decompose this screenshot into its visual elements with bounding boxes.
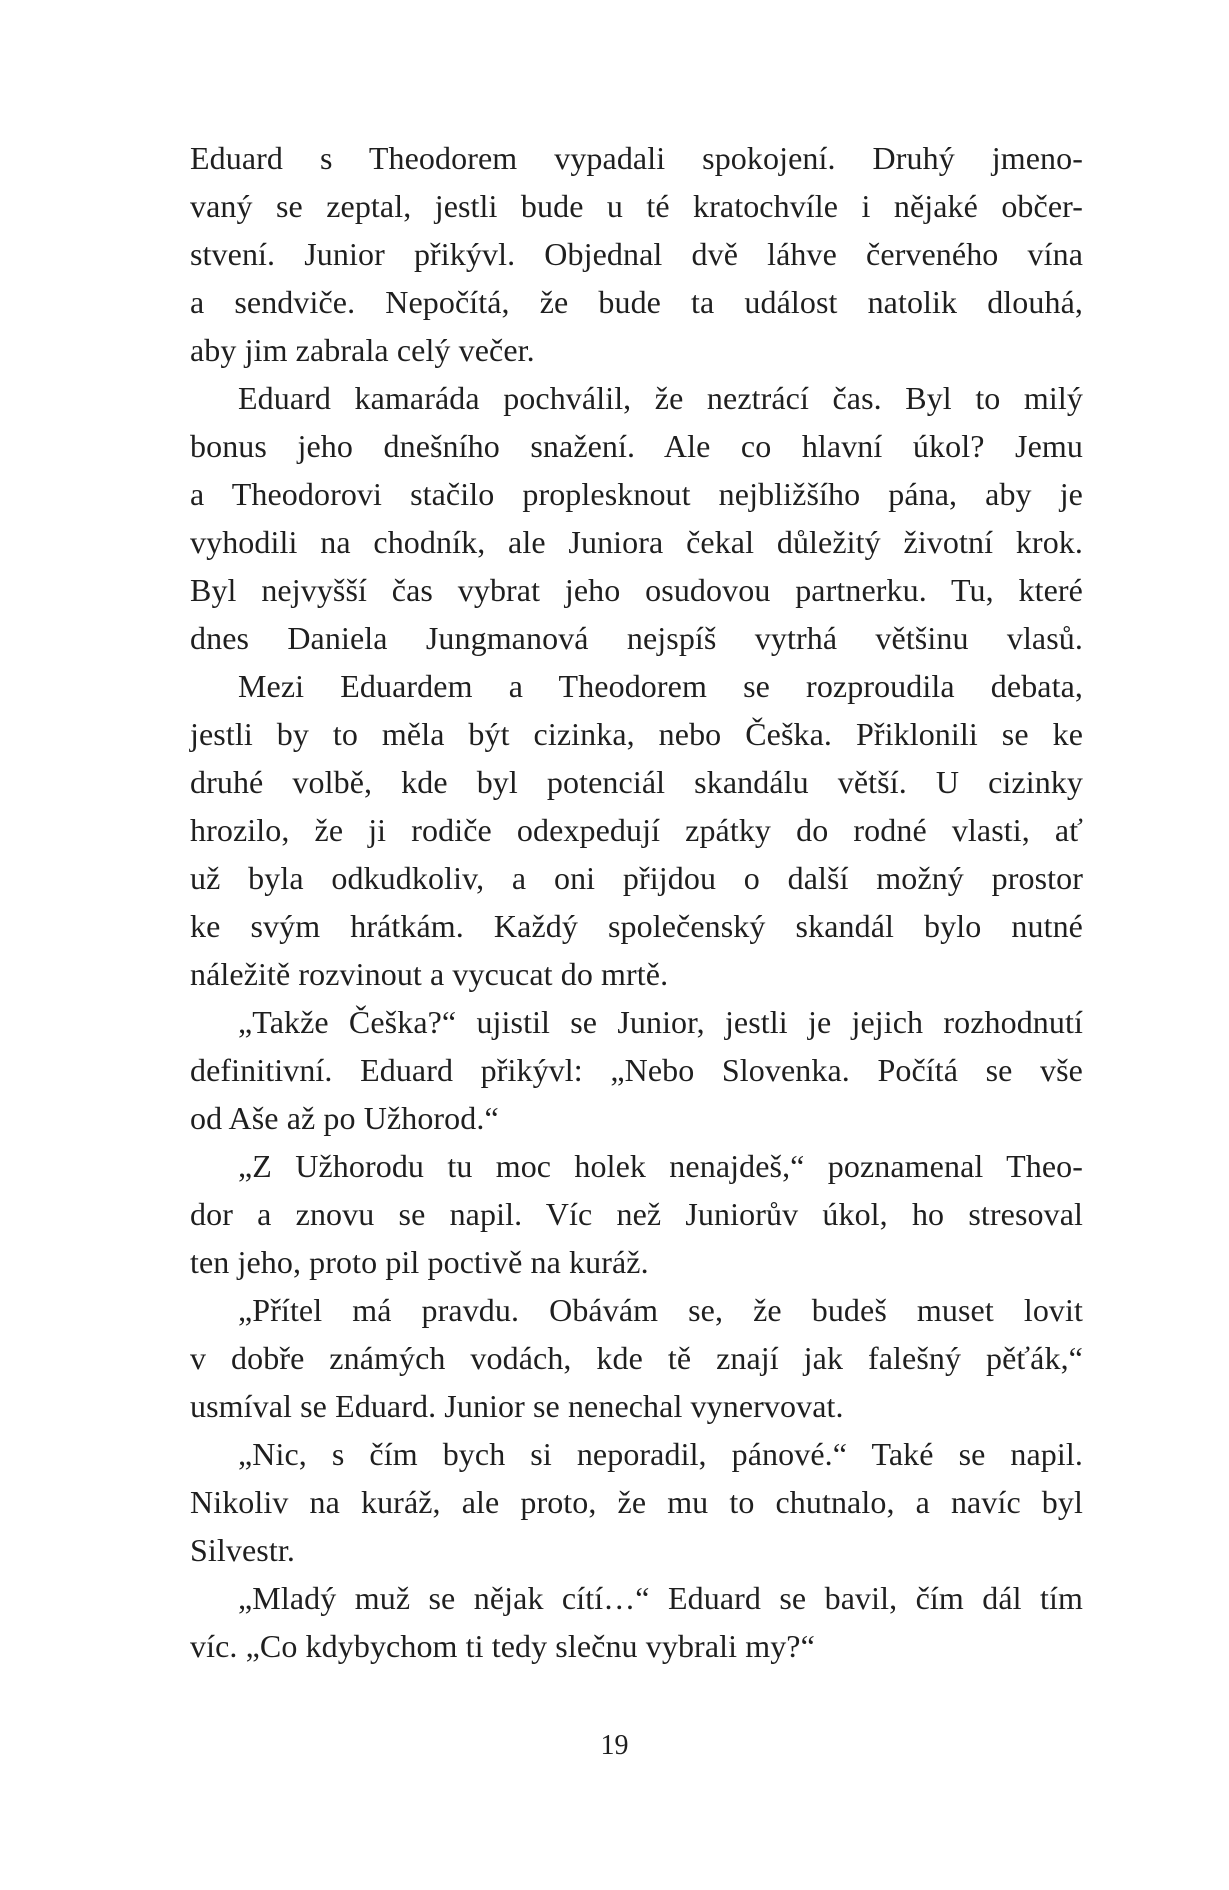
text-line: vyhodili na chodník, ale Juniora čekal důležitý životní krok. xyxy=(190,524,1083,560)
text-line: od Aše až po Užhorod.“ xyxy=(190,1100,499,1136)
text-line: jestli by to měla být cizinka, nebo Češka. Přiklonili se ke xyxy=(190,716,1083,752)
text-line: usmíval se Eduard. Junior se nenechal vynervovat. xyxy=(190,1388,844,1424)
text-line: „Nic, s čím bych si neporadil, pánové.“ Také se napil. xyxy=(238,1436,1083,1472)
paragraph xyxy=(190,1430,1083,1574)
text-line: „Z Užhorodu tu moc holek nenajdeš,“ poznamenal Theo- xyxy=(238,1148,1083,1184)
text-line: bonus jeho dnešního snažení. Ale co hlavní úkol? Jemu xyxy=(190,428,1083,464)
paragraph xyxy=(190,662,1083,998)
text-line: Eduard kamaráda pochválil, že neztrácí čas. Byl to milý xyxy=(238,380,1083,416)
text-line: Byl nejvyšší čas vybrat jeho osudovou partnerku. Tu, které xyxy=(190,572,1083,608)
text-line: vaný se zeptal, jestli bude u té kratochvíle i nějaké občer- xyxy=(190,188,1083,224)
paragraph xyxy=(190,134,1083,374)
text-line: víc. „Co kdybychom ti tedy slečnu vybrali my?“ xyxy=(190,1628,815,1664)
text-line: v dobře známých vodách, kde tě znají jak falešný pěťák,“ xyxy=(190,1340,1083,1376)
text-line: a sendviče. Nepočítá, že bude ta událost natolik dlouhá, xyxy=(190,284,1083,320)
text-line: Nikoliv na kuráž, ale proto, že mu to chutnalo, a navíc byl xyxy=(190,1484,1083,1520)
paragraph xyxy=(190,374,1083,662)
text-line: „Mladý muž se nějak cítí…“ Eduard se bavil, čím dál tím xyxy=(238,1580,1083,1616)
text-line: druhé volbě, kde byl potenciál skandálu větší. U cizinky xyxy=(190,764,1083,800)
paragraph xyxy=(190,1574,1083,1670)
body-text xyxy=(190,134,1083,1670)
text-line: a Theodorovi stačilo proplesknout nejbližšího pána, aby je xyxy=(190,476,1083,512)
text-line: Mezi Eduardem a Theodorem se rozproudila debata, xyxy=(238,668,1083,704)
page-number: 19 xyxy=(600,1730,629,1761)
text-line: dnes Daniela Jungmanová nejspíš vytrhá většinu vlasů. xyxy=(190,620,1083,656)
text-line: dor a znovu se napil. Víc než Juniorův úkol, ho stresoval xyxy=(190,1196,1083,1232)
text-line: Silvestr. xyxy=(190,1532,295,1568)
paragraph xyxy=(190,1142,1083,1286)
text-line: „Takže Češka?“ ujistil se Junior, jestli je jejich rozhodnutí xyxy=(238,1004,1083,1040)
paragraph xyxy=(190,998,1083,1142)
text-line: Eduard s Theodorem vypadali spokojení. Druhý jmeno- xyxy=(190,140,1083,176)
text-line: už byla odkudkoliv, a oni přijdou o další možný prostor xyxy=(190,860,1083,896)
text-line: náležitě rozvinout a vycucat do mrtě. xyxy=(190,956,669,992)
text-line: definitivní. Eduard přikývl: „Nebo Slovenka. Počítá se vše xyxy=(190,1052,1083,1088)
text-line: aby jim zabrala celý večer. xyxy=(190,332,535,368)
text-line: hrozilo, že ji rodiče odexpedují zpátky do rodné vlasti, ať xyxy=(190,812,1083,848)
paragraph xyxy=(190,1286,1083,1430)
text-line: „Přítel má pravdu. Obávám se, že budeš muset lovit xyxy=(238,1292,1083,1328)
text-line: stvení. Junior přikývl. Objednal dvě láhve červeného vína xyxy=(190,236,1083,272)
text-line: ten jeho, proto pil poctivě na kuráž. xyxy=(190,1244,649,1280)
text-line: ke svým hrátkám. Každý společenský skandál bylo nutné xyxy=(190,908,1083,944)
